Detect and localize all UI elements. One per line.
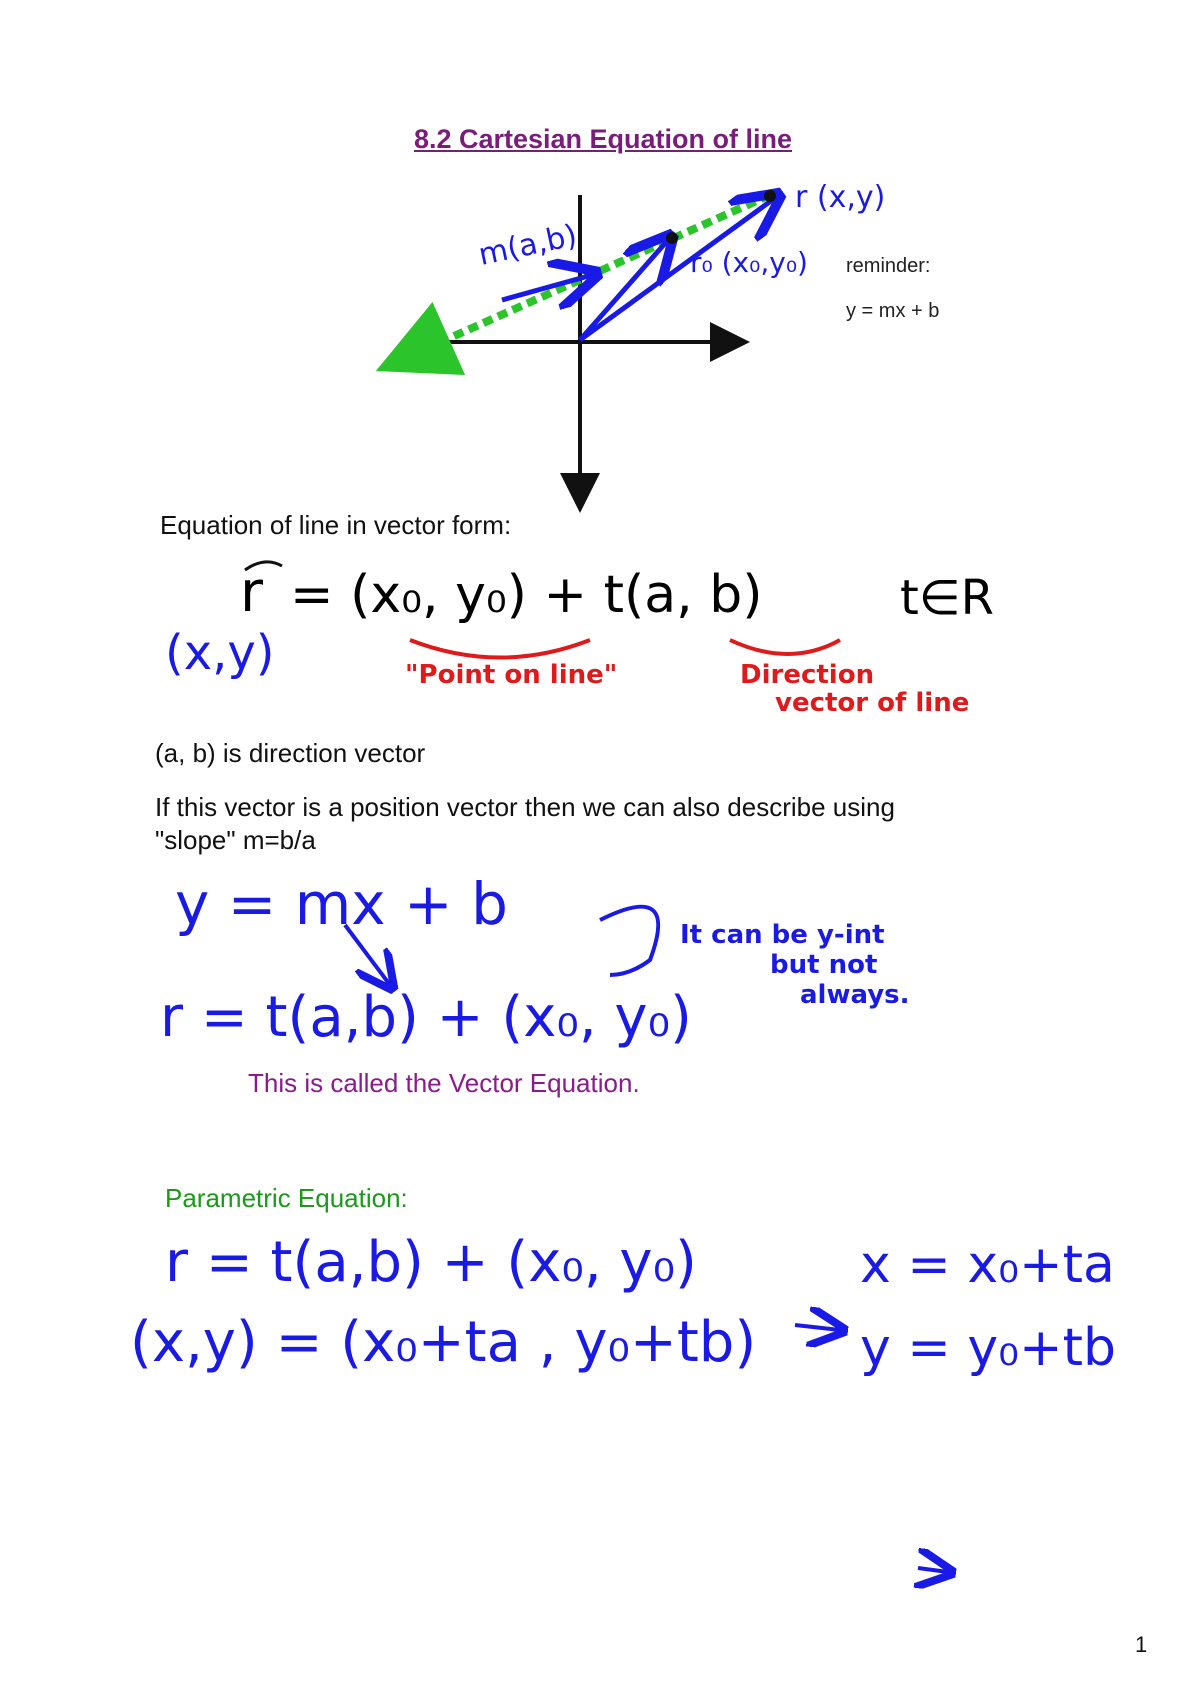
parametric-x-equation: x = x₀+ta [860,1235,1115,1295]
direction-note-1: Direction [740,660,875,690]
parametric-arrow [795,1325,840,1330]
direction-vector-label: m(a,b) [475,218,581,273]
position-r-label: r (x,y) [795,180,886,215]
vector-r-symbol: r [240,560,264,625]
position-vector-r0 [580,240,668,340]
red-brace-direction [730,640,840,654]
red-brace-point [410,640,590,658]
yint-curve-arrow [600,907,658,975]
parametric-heading: Parametric Equation: [165,1183,408,1213]
reminder-label: reminder: [846,255,931,277]
domain-note: t∈R [900,570,994,626]
xy-label: (x,y) [165,625,275,681]
slope-equation: y = mx + b [175,870,508,938]
yint-note-2: but not [770,950,878,980]
parametric-y-equation: y = y₀+tb [860,1318,1116,1378]
parametric-vector-line: r = t(a,b) + (x₀, y₀) [165,1230,697,1295]
yint-note-1: It can be y-int [680,920,885,950]
point-r [764,190,776,202]
vector-equation-caption: This is called the Vector Equation. [248,1068,640,1098]
point-r0 [666,232,678,244]
point-on-line-note: "Point on line" [405,660,618,690]
direction-note-2: vector of line [775,688,970,718]
position-vector-text-1: If this vector is a position vector then we can also describe using [155,792,895,822]
vector-equation-line: r = t(a,b) + (x₀, y₀) [160,985,692,1050]
page-title: 8.2 Cartesian Equation of line [413,124,793,154]
parametric-xy-line: (x,y) = (x₀+ta , y₀+tb) [130,1310,757,1375]
vector-form-expression: = (x₀, y₀) + t(a, b) [290,565,763,625]
stray-mark [918,1568,948,1572]
direction-vector-text: (a, b) is direction vector [155,738,426,768]
yint-note-3: always. [800,980,910,1010]
vector-form-heading: Equation of line in vector form: [160,510,512,540]
position-vector-text-2: "slope" m=b/a [155,825,316,855]
position-r0-label: r₀ (x₀,y₀) [690,246,808,279]
reminder-equation: y = mx + b [846,300,940,322]
page-number: 1 [1135,1632,1148,1657]
